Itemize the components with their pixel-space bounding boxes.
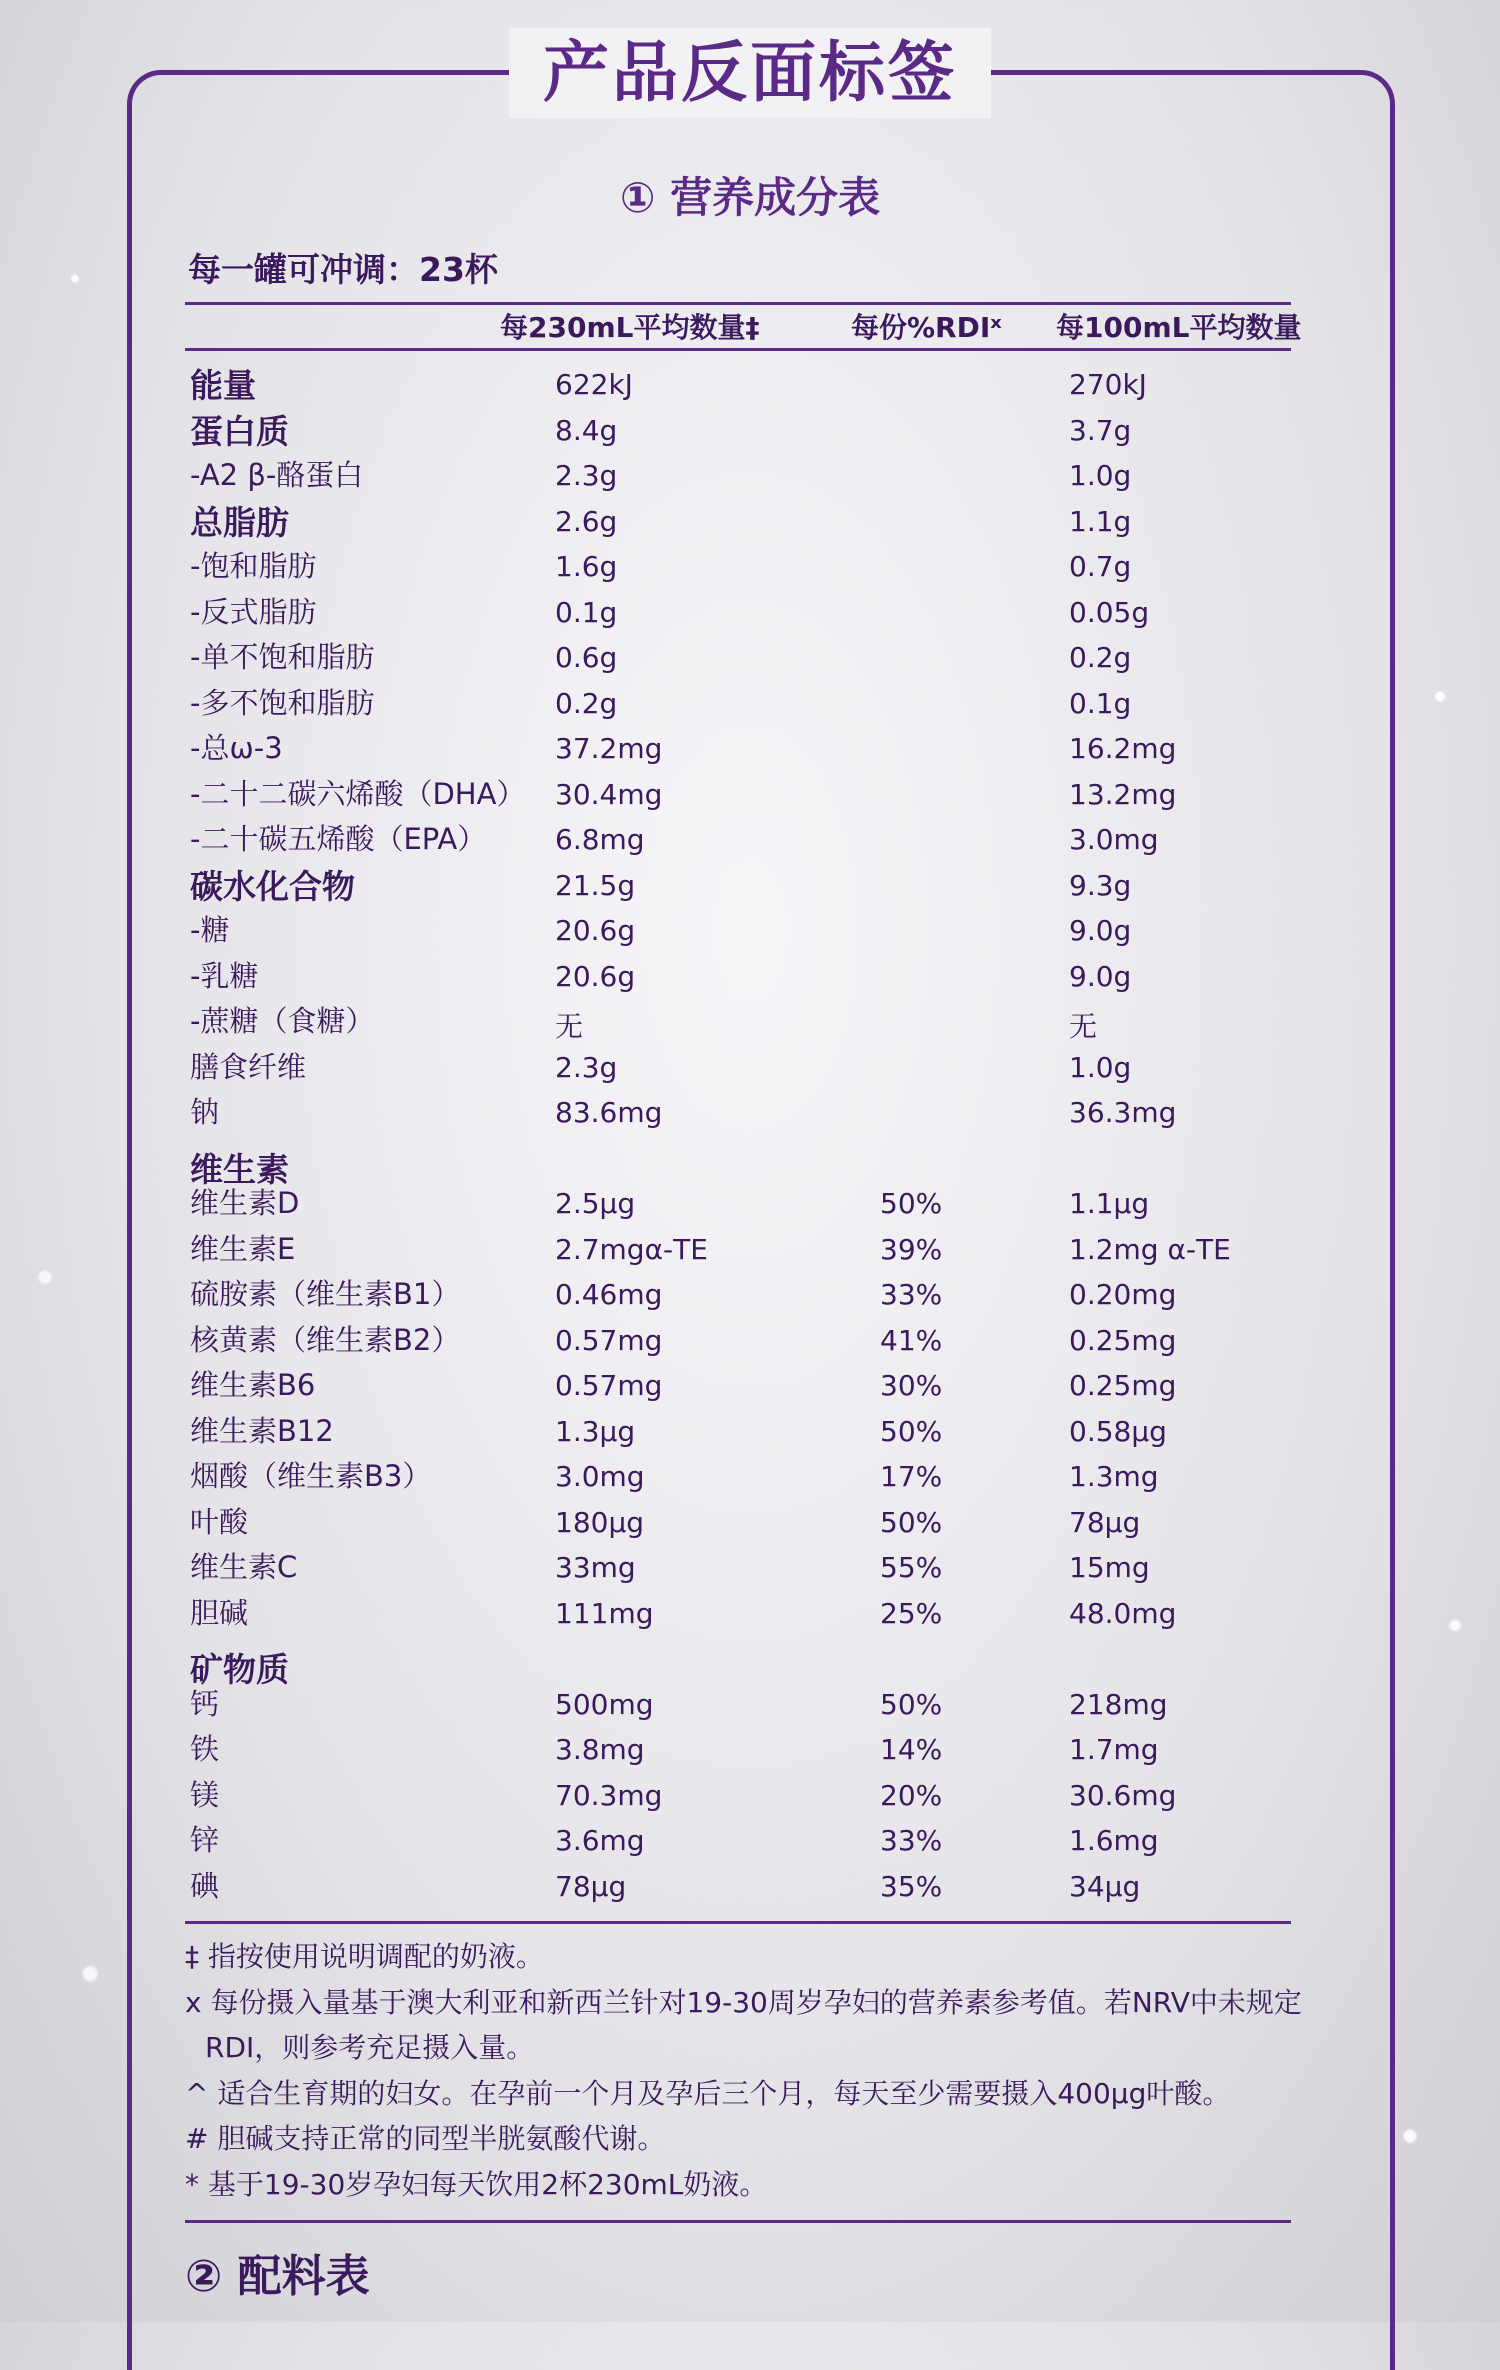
per-serving-value: 2.5μg — [555, 1187, 636, 1220]
per-serving-value: 0.2g — [555, 686, 618, 720]
per-serving-value: 500mg — [555, 1687, 654, 1721]
nutrition-row — [0, 813, 1500, 859]
per-serving-value: 111mg — [555, 1596, 654, 1630]
nutrient-name: 胆碱 — [190, 1595, 249, 1630]
table-header-rule — [185, 348, 1291, 351]
per-serving-value: 6.8mg — [555, 823, 645, 856]
nutrition-row — [0, 1632, 1500, 1689]
nutrition-row — [0, 449, 1500, 495]
header-per-100ml: 每100mL平均数量 — [1056, 311, 1302, 344]
table-top-rule — [185, 302, 1291, 305]
footnotes-rule — [185, 1921, 1291, 1924]
per-serving-value: 1.6g — [555, 550, 618, 583]
nutrient-name: -A2 β-酪蛋白 — [190, 458, 364, 492]
nutrition-row — [0, 1496, 1500, 1542]
per-serving-value: 0.1g — [555, 595, 618, 629]
rdi-value: 30% — [880, 1369, 943, 1402]
nutrition-row — [0, 768, 1500, 814]
ingredients-rule — [185, 2220, 1291, 2223]
per-100ml-value: 1.3mg — [1069, 1460, 1159, 1493]
nutrient-name: -饱和脂肪 — [190, 549, 317, 583]
nutrient-name: 锌 — [190, 1823, 220, 1857]
header-per-serving: 每230mL平均数量‡ — [500, 311, 760, 344]
per-100ml-value: 270kJ — [1069, 368, 1147, 401]
per-100ml-value: 1.1g — [1069, 504, 1132, 538]
nutrition-row — [0, 950, 1500, 996]
nutrient-name: -二十二碳六烯酸（DHA） — [190, 776, 526, 811]
per-serving-value: 30.4mg — [555, 777, 663, 811]
nutrition-row — [0, 631, 1500, 677]
nutrition-row — [0, 1723, 1500, 1769]
rdi-value: 17% — [880, 1460, 943, 1493]
per-100ml-value: 1.7mg — [1069, 1733, 1159, 1766]
per-serving-value: 1.3μg — [555, 1414, 636, 1448]
nutrition-row — [0, 1268, 1500, 1314]
per-serving-value: 3.0mg — [555, 1460, 645, 1493]
nutrition-row — [0, 1541, 1500, 1587]
nutrient-name: 维生素B6 — [190, 1368, 316, 1402]
per-serving-value: 8.4g — [555, 413, 618, 447]
rdi-value: 39% — [880, 1232, 943, 1266]
nutrient-name: -二十碳五烯酸（EPA） — [190, 822, 487, 856]
nutrient-name: 总脂肪 — [190, 502, 289, 542]
nutrient-name: 叶酸 — [190, 1504, 249, 1539]
per-100ml-value: 0.2g — [1069, 641, 1132, 674]
per-100ml-value: 3.0mg — [1069, 823, 1159, 856]
nutrition-row — [0, 1223, 1500, 1269]
per-100ml-value: 1.6mg — [1069, 1824, 1159, 1857]
nutrient-name: 镁 — [190, 1777, 220, 1812]
per-100ml-value: 9.0g — [1069, 914, 1132, 947]
nutrition-row — [0, 540, 1500, 586]
nutrient-name: 烟酸（维生素B3） — [190, 1459, 432, 1493]
footnote: x 每份摄入量基于澳大利亚和新西兰针对19-30周岁孕妇的营养素参考值。若NRV中未规定RDI，则参考充足摄入量。 — [185, 1985, 1302, 2064]
nutrient-name: 矿物质 — [190, 1650, 289, 1689]
per-100ml-value: 0.58μg — [1069, 1414, 1167, 1448]
per-serving-value: 3.6mg — [555, 1824, 645, 1857]
nutrition-row — [0, 586, 1500, 632]
rdi-value: 20% — [880, 1778, 943, 1812]
footnote: ^ 适合生育期的妇女。在孕前一个月及孕后三个月，每天至少需要摄入400μg叶酸。 — [185, 2076, 1231, 2110]
per-100ml-value: 36.3mg — [1069, 1096, 1177, 1129]
per-serving-value: 2.3g — [555, 1050, 618, 1084]
rdi-value: 50% — [880, 1187, 943, 1220]
per-100ml-value: 78μg — [1069, 1505, 1141, 1539]
nutrition-row — [0, 1359, 1500, 1405]
per-serving-value: 21.5g — [555, 868, 636, 902]
per-100ml-value: 218mg — [1069, 1687, 1168, 1721]
nutrition-row — [0, 1587, 1500, 1633]
nutrition-table-body — [0, 358, 1500, 1905]
nutrition-row — [0, 404, 1500, 450]
per-100ml-value: 0.7g — [1069, 550, 1132, 583]
nutrition-row — [0, 722, 1500, 768]
per-100ml-value: 30.6mg — [1069, 1778, 1177, 1812]
per-100ml-value: 13.2mg — [1069, 777, 1177, 811]
nutrition-row — [0, 1132, 1500, 1189]
per-serving-value: 2.6g — [555, 504, 618, 538]
nutrient-name: 钙 — [190, 1686, 220, 1721]
per-100ml-value: 3.7g — [1069, 413, 1132, 447]
nutrition-row — [0, 1041, 1500, 1087]
nutrient-name: -多不饱和脂肪 — [190, 685, 375, 720]
per-100ml-value: 0.05g — [1069, 595, 1150, 629]
nutrition-row — [0, 1860, 1500, 1906]
nutrient-name: 蛋白质 — [190, 411, 289, 451]
nutrient-name: 维生素D — [190, 1186, 300, 1220]
nutrition-section-title: ① 营养成分表 — [619, 173, 881, 222]
per-100ml-value: 1.1μg — [1069, 1187, 1150, 1220]
nutrient-name: 碳水化合物 — [190, 866, 355, 906]
per-100ml-value: 0.25mg — [1069, 1323, 1177, 1357]
rdi-value: 25% — [880, 1596, 943, 1630]
nutrition-row — [0, 1678, 1500, 1724]
per-100ml-value: 16.2mg — [1069, 732, 1177, 765]
per-100ml-value: 9.0g — [1069, 959, 1132, 993]
nutrition-row — [0, 1769, 1500, 1815]
nutrition-row — [0, 1814, 1500, 1860]
rdi-value: 33% — [880, 1278, 943, 1311]
nutrient-name: 碘 — [190, 1868, 220, 1903]
footnote: ‡ 指按使用说明调配的奶液。 — [185, 1940, 544, 1973]
nutrition-row — [0, 859, 1500, 905]
nutrient-name: 铁 — [190, 1732, 220, 1766]
nutrition-row — [0, 1086, 1500, 1132]
nutrient-name: 硫胺素（维生素B1） — [190, 1277, 461, 1311]
nutrition-row — [0, 904, 1500, 950]
nutrient-name: -乳糖 — [190, 958, 259, 993]
nutrition-row — [0, 1405, 1500, 1451]
nutrient-name: 膳食纤维 — [190, 1049, 307, 1084]
per-serving-value: 0.46mg — [555, 1278, 663, 1311]
nutrient-name: -单不饱和脂肪 — [190, 640, 375, 674]
nutrition-row — [0, 677, 1500, 723]
rdi-value: 50% — [880, 1687, 943, 1721]
ingredients-section-title: ② 配料表 — [185, 2251, 370, 2302]
nutrient-name: 能量 — [190, 366, 256, 405]
rdi-value: 35% — [880, 1869, 943, 1903]
per-serving-value: 3.8mg — [555, 1733, 645, 1766]
per-serving-value: 无 — [555, 1010, 584, 1043]
rdi-value: 33% — [880, 1824, 943, 1857]
per-100ml-value: 1.0g — [1069, 459, 1132, 492]
per-serving-value: 2.3g — [555, 459, 618, 492]
per-100ml-value: 1.0g — [1069, 1050, 1132, 1084]
per-serving-value: 37.2mg — [555, 732, 663, 765]
per-serving-value: 83.6mg — [555, 1096, 663, 1129]
rdi-value: 50% — [880, 1505, 943, 1539]
footnotes — [185, 1934, 1315, 2207]
nutrition-row — [0, 358, 1500, 404]
per-100ml-value: 1.2mg α-TE — [1069, 1232, 1231, 1266]
per-100ml-value: 15mg — [1069, 1551, 1150, 1584]
per-100ml-value: 34μg — [1069, 1869, 1141, 1903]
rdi-value: 50% — [880, 1414, 943, 1448]
rdi-value: 55% — [880, 1551, 943, 1584]
per-100ml-value: 0.25mg — [1069, 1369, 1177, 1402]
per-serving-value: 33mg — [555, 1551, 636, 1584]
nutrient-name: 维生素C — [190, 1550, 298, 1584]
page-title — [0, 28, 1500, 118]
per-serving-value: 0.57mg — [555, 1369, 663, 1402]
nutrient-name: -总ω-3 — [190, 731, 283, 765]
servings-per-can: 每一罐可冲调：23杯 — [188, 250, 498, 289]
rdi-value: 14% — [880, 1733, 943, 1766]
footnote: * 基于19-30岁孕妇每天饮用2杯230mL奶液。 — [185, 2167, 768, 2201]
nutrient-name: 维生素B12 — [190, 1413, 334, 1448]
nutrition-row — [0, 1177, 1500, 1223]
nutrient-name: -蔗糖（食糖） — [190, 1004, 375, 1038]
per-serving-value: 2.7mgα-TE — [555, 1232, 708, 1266]
footnote: # 胆碱支持正常的同型半胱氨酸代谢。 — [185, 2122, 666, 2155]
per-serving-value: 20.6g — [555, 914, 636, 947]
page-title-text: 产品反面标签 — [509, 28, 991, 118]
per-100ml-value: 0.20mg — [1069, 1278, 1177, 1311]
per-100ml-value: 0.1g — [1069, 686, 1132, 720]
per-serving-value: 20.6g — [555, 959, 636, 993]
nutrient-name: 维生素 — [190, 1149, 289, 1189]
per-100ml-value: 无 — [1069, 1010, 1098, 1043]
per-serving-value: 78μg — [555, 1869, 627, 1903]
per-serving-value: 180μg — [555, 1505, 645, 1539]
header-rdi: 每份%RDIˣ — [851, 311, 1002, 344]
per-serving-value: 70.3mg — [555, 1778, 663, 1812]
per-serving-value: 622kJ — [555, 368, 633, 401]
per-100ml-value: 48.0mg — [1069, 1596, 1177, 1630]
nutrition-row — [0, 1450, 1500, 1496]
nutrient-name: 维生素E — [190, 1231, 296, 1266]
per-serving-value: 0.57mg — [555, 1323, 663, 1357]
nutrient-name: 钠 — [190, 1095, 220, 1129]
nutrition-row — [0, 995, 1500, 1041]
per-100ml-value: 9.3g — [1069, 868, 1132, 902]
nutrition-row — [0, 1314, 1500, 1360]
nutrient-name: -糖 — [190, 913, 230, 947]
rdi-value: 41% — [880, 1323, 943, 1357]
nutrition-row — [0, 495, 1500, 541]
nutrient-name: 核黄素（维生素B2） — [190, 1322, 461, 1357]
per-serving-value: 0.6g — [555, 641, 618, 674]
nutrient-name: -反式脂肪 — [190, 594, 317, 629]
